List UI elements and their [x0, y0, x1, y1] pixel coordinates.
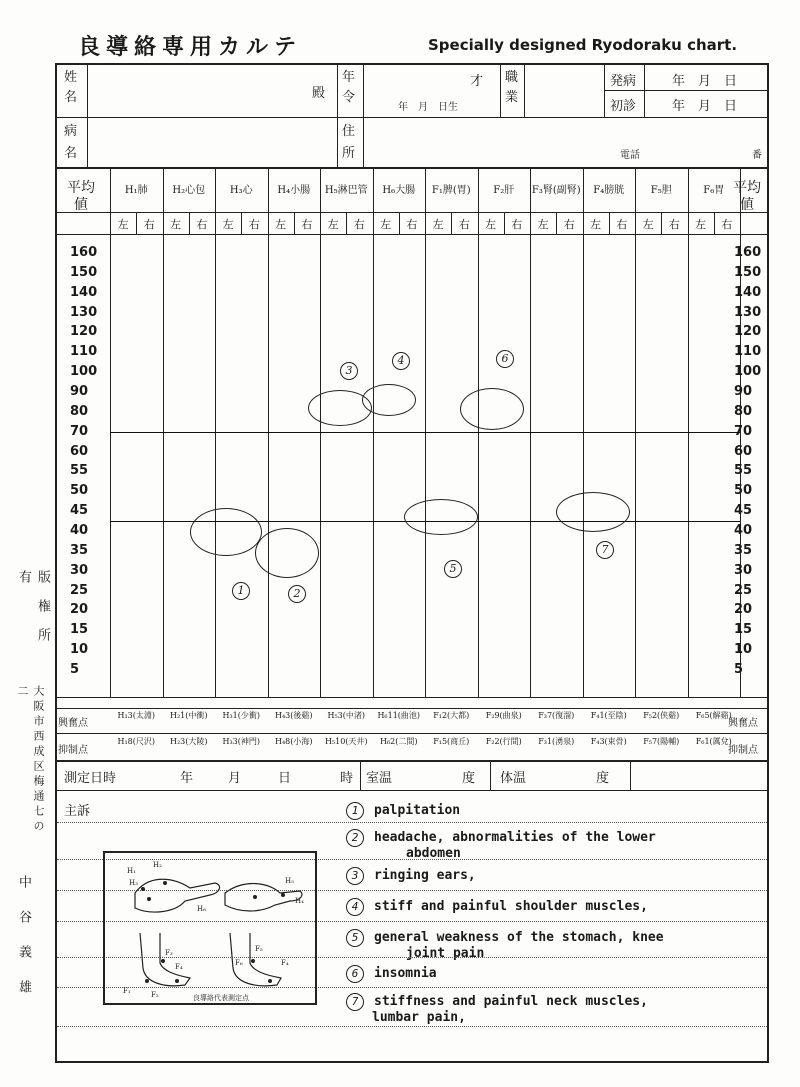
complaint-num: 1 [346, 802, 364, 820]
excite-point: H₄3(後谿) [274, 711, 313, 720]
avg-scale-tick-right: 10 [734, 642, 753, 658]
avg-scale-tick-right: 50 [734, 483, 753, 499]
left-side-label: 左 [537, 218, 549, 231]
avg-scale-tick-left: 130 [70, 304, 98, 320]
inhibit-point: F₁5(商丘) [433, 737, 470, 746]
inhibit-point: H₄8(小海) [274, 737, 313, 746]
average-label-left: 平均値 [67, 180, 95, 213]
inhibit-point: H₆2(二間) [379, 737, 418, 746]
inhibit-point: F₃1(湧泉) [538, 737, 575, 746]
excite-point: H₂1(中衝) [169, 711, 208, 720]
avg-scale-tick-right: 100 [734, 364, 762, 380]
divider [360, 760, 361, 790]
left-side-label: 左 [327, 218, 339, 231]
complaint-text-cont: lumbar pain, [372, 1010, 466, 1025]
inhibit-point: F₅7(陽輔) [643, 737, 680, 746]
complaint-num: 3 [346, 867, 364, 885]
svg-text:H₄: H₄ [295, 897, 304, 905]
avg-scale-tick-right: 40 [734, 523, 753, 538]
address-label: 住所 [342, 124, 356, 161]
avg-scale-tick-left: 15 [70, 622, 89, 638]
age-label: 年令 [342, 70, 356, 105]
complaint-text-cont: abdomen [406, 846, 461, 861]
meridian-header: H₂心包 [172, 185, 206, 196]
month-label: 月 [228, 771, 242, 786]
meridian-header: H₄小腸 [277, 185, 311, 196]
avg-scale-tick-left: 140 [70, 284, 98, 300]
right-side-label: 右 [511, 218, 523, 231]
excite-point: H₅3(中渚) [327, 711, 365, 720]
inhibit-point: F₂2(行間) [485, 737, 522, 746]
complaint-text: general weakness of the stomach, knee [374, 930, 664, 945]
chart-title-en: Specially designed Ryodoraku chart. [428, 36, 738, 54]
avg-scale-tick-right: 160 [734, 245, 762, 260]
inhibit-point: H₃3(神門) [222, 737, 260, 746]
svg-text:F₂: F₂ [151, 991, 159, 999]
complaint-num: 5 [346, 929, 364, 947]
excite-point: H₆11(曲池) [377, 711, 421, 720]
complaint-num: 4 [346, 898, 364, 916]
avg-scale-tick-right: 150 [734, 264, 762, 280]
divider [55, 697, 769, 698]
complaint-num: 6 [346, 965, 364, 983]
avg-scale-tick-left: 10 [70, 642, 89, 658]
excite-point: F₁2(大都) [433, 711, 470, 720]
svg-text:F₆: F₆ [235, 959, 243, 967]
complaint-label: 主訴 [64, 804, 91, 819]
disease-label: 病名 [64, 124, 78, 161]
meridian-header: F₄膀胱 [593, 185, 625, 196]
avg-scale-tick-right: 120 [734, 324, 762, 340]
excite-point: F₆5(解谿) [695, 711, 732, 720]
honorific: 殿 [312, 86, 326, 101]
body-temp-degree: 度 [596, 771, 610, 786]
excite-point-label-right: 興奮点 [728, 718, 758, 729]
symptom-marker: 6 [496, 350, 514, 368]
avg-scale-tick-right: 35 [734, 542, 753, 558]
excite-point: H₃1(少衝) [222, 711, 260, 720]
complaint-text: headache, abnormalities of the lower [374, 830, 656, 845]
right-side-label: 右 [406, 218, 418, 231]
complaint-text: ringing ears, [374, 868, 476, 883]
excite-point: F₄1(至陰) [590, 711, 627, 720]
avg-scale-tick-left: 25 [70, 582, 89, 598]
divider [604, 90, 769, 91]
complaint-item-1 [346, 802, 460, 820]
avg-scale-tick-right: 55 [734, 463, 753, 479]
avg-scale-tick-left: 120 [70, 324, 98, 340]
complaint-item-4 [346, 898, 648, 916]
avg-scale-tick-right: 25 [734, 582, 753, 598]
complaint-text: stiff and painful shoulder muscles, [374, 899, 648, 914]
right-side-label: 右 [616, 218, 628, 231]
room-temp-label: 室温 [366, 771, 393, 786]
complaint-item-3 [346, 867, 476, 885]
divider [55, 790, 769, 791]
left-side-label: 左 [117, 218, 129, 231]
avg-scale-tick-right: 80 [734, 403, 753, 419]
average-label-right: 平均値 [733, 180, 761, 213]
left-side-label: 左 [222, 218, 234, 231]
marked-oval [255, 528, 319, 578]
svg-text:F₅: F₅ [255, 945, 263, 953]
avg-scale-tick-left: 160 [70, 245, 98, 260]
divider [500, 63, 501, 117]
author-name: 中谷義雄 [16, 875, 31, 1015]
age-unit: 才 [470, 74, 484, 89]
complaint-item-6 [346, 965, 437, 983]
avg-scale-tick-right: 110 [734, 344, 762, 360]
symptom-marker: 3 [340, 362, 358, 380]
avg-scale-tick-right: 30 [734, 562, 753, 578]
svg-text:H₂: H₂ [153, 861, 162, 869]
svg-text:H₆: H₆ [197, 905, 206, 913]
meridian-header: F₅胆 [650, 185, 672, 196]
left-side-label: 左 [380, 218, 392, 231]
rule-line [57, 1026, 767, 1027]
avg-scale-tick-left: 70 [70, 423, 89, 439]
avg-scale-tick-left: 55 [70, 463, 89, 479]
right-side-label: 右 [248, 218, 260, 231]
symptom-marker: 7 [596, 541, 614, 559]
inhibit-point: H₅10(天井) [324, 737, 368, 746]
meridian-header: H₅淋巴管 [324, 185, 368, 196]
avg-scale-tick-left: 45 [70, 503, 89, 519]
excite-point-label-left: 興奮点 [58, 718, 88, 729]
hands-feet-diagram [105, 853, 315, 1003]
avg-scale-tick-right: 5 [734, 662, 744, 677]
marked-oval [460, 388, 524, 430]
right-side-label: 右 [721, 218, 733, 231]
day-label: 日 [278, 771, 292, 786]
avg-scale-tick-left: 35 [70, 542, 89, 558]
excite-point: H₁3(太淵) [117, 711, 155, 720]
symptom-marker: 2 [288, 585, 306, 603]
avg-scale-tick-right: 20 [734, 602, 753, 618]
inhibit-point: H₂3(大陵) [169, 737, 208, 746]
onset-label: 発病 [610, 74, 637, 89]
inhibit-point: H₁8(尺沢) [117, 737, 155, 746]
publisher-address: 大阪市西成区梅通七の二 [16, 685, 45, 835]
marked-oval [362, 384, 416, 416]
avg-scale-tick-left: 80 [70, 403, 89, 419]
body-temp-label: 体温 [500, 771, 527, 786]
avg-scale-tick-left: 60 [70, 443, 89, 459]
complaint-text: insomnia [374, 966, 437, 981]
year-label: 年 [180, 771, 194, 786]
marked-oval [190, 508, 262, 556]
avg-scale-tick-left: 20 [70, 602, 89, 618]
first-visit-date: 年 月 日 [672, 99, 738, 114]
excite-point: F₃7(復溜) [538, 711, 575, 720]
divider [630, 760, 631, 790]
svg-text:F₄: F₄ [281, 959, 289, 967]
avg-scale-tick-right: 45 [734, 503, 753, 519]
onset-date: 年 月 日 [672, 74, 738, 89]
divider [55, 117, 769, 118]
svg-text:H₅: H₅ [285, 877, 294, 885]
avg-scale-tick-right: 130 [734, 304, 762, 320]
avg-scale-tick-left: 50 [70, 483, 89, 499]
foot-left-drawing [140, 933, 190, 986]
average-line [110, 432, 740, 433]
right-side-label: 右 [196, 218, 208, 231]
divider [55, 760, 769, 762]
meridian-header: H₆大腸 [382, 185, 416, 196]
avg-scale-tick-right: 70 [734, 423, 753, 439]
left-side-label: 左 [432, 218, 444, 231]
svg-text:H₃: H₃ [129, 879, 138, 887]
datetime-label: 測定日時 [64, 771, 117, 786]
excite-point: F₂9(曲泉) [485, 711, 522, 720]
inhibit-point-label-right: 抑制点 [728, 745, 758, 756]
symptom-marker: 5 [444, 560, 462, 578]
name-label: 姓名 [64, 70, 78, 105]
svg-text:H₁: H₁ [127, 867, 136, 875]
symptom-marker: 4 [392, 352, 410, 370]
phone-label: 電話 [620, 150, 640, 161]
divider [87, 63, 88, 167]
left-side-label: 左 [695, 218, 707, 231]
divider [490, 760, 491, 790]
avg-scale-tick-left: 110 [70, 344, 98, 360]
inhibit-point-label-left: 抑制点 [58, 745, 88, 756]
left-side-label: 左 [642, 218, 654, 231]
avg-scale-tick-right: 140 [734, 284, 762, 300]
hand-palm-drawing [135, 879, 220, 912]
excite-point: F₅2(侠谿) [643, 711, 680, 720]
occupation-label: 職業 [505, 70, 519, 105]
right-side-label: 右 [563, 218, 575, 231]
rule-line [57, 822, 767, 823]
svg-text:F₄: F₄ [175, 963, 183, 971]
right-side-label: 右 [458, 218, 470, 231]
avg-scale-tick-right: 90 [734, 384, 753, 399]
avg-scale-tick-left: 5 [70, 662, 80, 677]
right-side-label: 右 [143, 218, 155, 231]
complaint-text-cont: joint pain [406, 946, 485, 961]
divider [524, 63, 525, 117]
birth-date: 年 月 日生 [398, 102, 458, 113]
left-side-label: 左 [275, 218, 287, 231]
inhibit-point: F₆1(厲兌) [695, 737, 732, 746]
divider [55, 708, 769, 709]
left-side-label: 左 [485, 218, 497, 231]
hour-label: 時 [340, 771, 354, 786]
divider [57, 234, 769, 235]
meridian-header: F₆胃 [703, 185, 725, 196]
marked-oval [556, 492, 630, 532]
measurement-points-illustration [103, 851, 317, 1005]
avg-scale-tick-right: 15 [734, 622, 753, 638]
meridian-header: F₁脾(胃) [431, 185, 471, 196]
divider [363, 63, 364, 167]
chart-title-jp: 良導絡専用カルテ [78, 34, 303, 60]
divider [337, 63, 338, 167]
meridian-header: H₁肺 [124, 185, 148, 196]
meridian-header: F₂肝 [493, 185, 515, 196]
copyright-mark: 版権所有 [16, 570, 50, 657]
left-side-label: 左 [590, 218, 602, 231]
first-visit-label: 初診 [610, 99, 637, 114]
right-side-label: 右 [301, 218, 313, 231]
divider [55, 733, 769, 734]
marked-oval [404, 499, 478, 535]
right-side-label: 右 [668, 218, 680, 231]
hand-back-drawing [225, 884, 302, 911]
symptom-marker: 1 [232, 582, 250, 600]
right-side-label: 右 [353, 218, 365, 231]
complaint-item-7 [346, 993, 648, 1025]
avg-scale-tick-left: 90 [70, 384, 89, 399]
complaint-text: stiffness and painful neck muscles, [374, 994, 648, 1009]
meridian-header: F₃腎(副腎) [531, 185, 581, 196]
meridian-header: H₃心 [229, 185, 253, 196]
avg-scale-tick-left: 40 [70, 523, 89, 538]
complaint-text: palpitation [374, 803, 461, 818]
svg-text:F₃: F₃ [165, 949, 173, 957]
illustration-caption: 良導絡代表測定点 [193, 994, 249, 1002]
avg-scale-tick-left: 30 [70, 562, 89, 578]
inhibit-point: F₄3(束骨) [590, 737, 627, 746]
left-side-label: 左 [170, 218, 182, 231]
avg-scale-tick-left: 100 [70, 364, 98, 380]
complaint-num: 7 [346, 993, 364, 1011]
room-temp-degree: 度 [462, 771, 476, 786]
avg-scale-tick-left: 150 [70, 264, 98, 280]
phone-suffix: 番 [752, 150, 762, 161]
avg-scale-tick-right: 60 [734, 443, 753, 459]
svg-text:F₁: F₁ [123, 987, 131, 995]
complaint-item-2 [346, 829, 656, 861]
complaint-num: 2 [346, 829, 364, 847]
